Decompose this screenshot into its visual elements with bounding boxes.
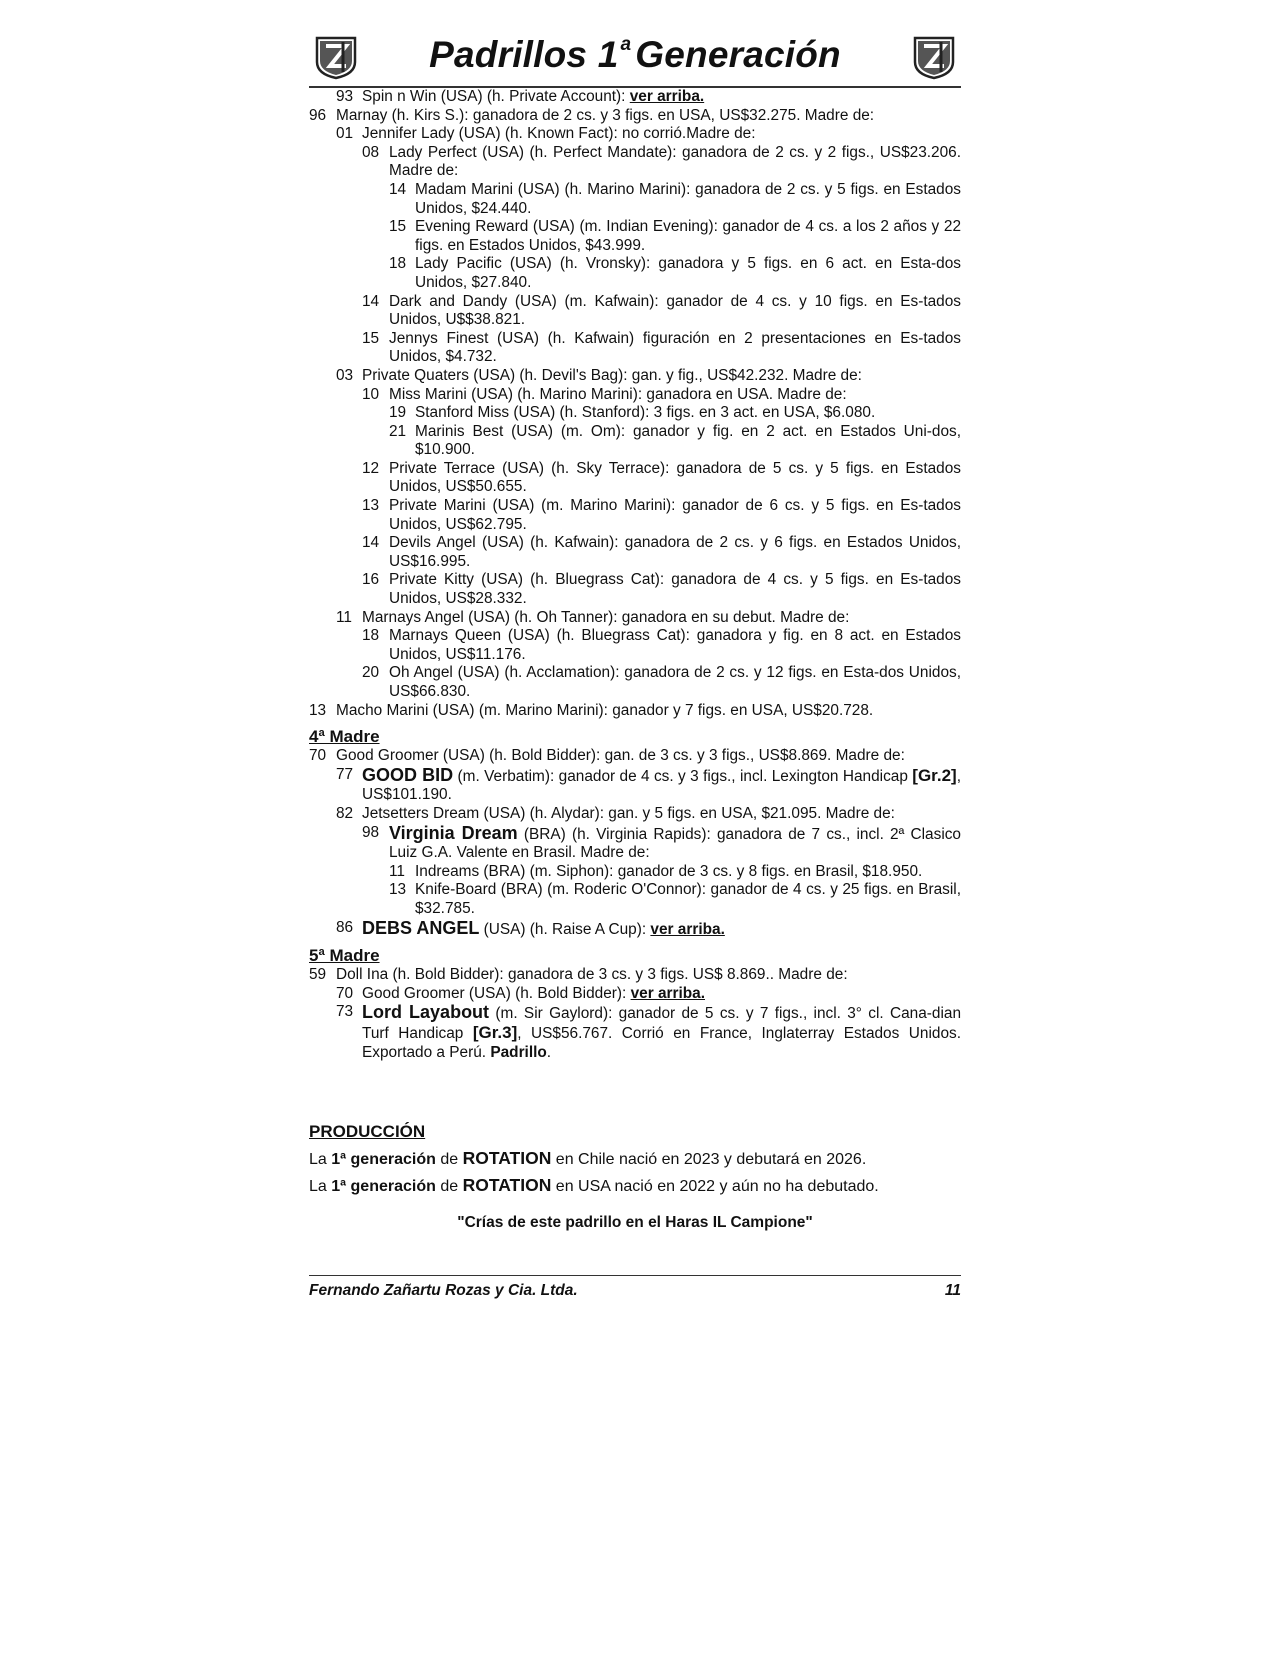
pedigree-entry: 20 Oh Angel (USA) (h. Acclamation): ganadora de 2 cs. y 12 figs. en Esta-dos Unidos, US$66.830. — [362, 664, 961, 700]
pedigree-entry: 21 Marinis Best (USA) (m. Om): ganador y fig. en 2 act. en Estados Uni-dos, $10.900. — [389, 422, 961, 459]
pedigree-entry: 93 Spin n Win (USA) (h. Private Account): ver arriba. — [336, 88, 705, 105]
pedigree-entry: 16 Private Kitty (USA) (h. Bluegrass Cat): ganadora de 4 cs. y 5 figs. en Es-tados Unidos, US$28.332. — [362, 571, 961, 608]
pedigree-entry: 13 Macho Marini (USA) (m. Marino Marini): ganador y 7 figs. en USA, US$20.728. — [309, 701, 874, 719]
zh-shield-logo — [911, 34, 957, 80]
pedigree-entry: 82 Jetsetters Dream (USA) (h. Alydar): gan. y 5 figs. en USA, $21.095. Madre de: — [336, 804, 895, 822]
pedigree-entry: 70 Good Groomer (USA) (h. Bold Bidder): ver arriba. — [336, 984, 706, 1002]
crias-caption: "Crías de este padrillo en el Haras IL Campione" — [457, 1214, 813, 1231]
page-number: 11 — [944, 1282, 961, 1299]
pedigree-entry: 98 Virginia Dream (BRA) (h. Virginia Rapids): ganadora de 7 cs., incl. 2ª Clasico Luiz G.A. Valente en Brasil. Madre de: — [362, 822, 961, 862]
pedigree-entry: 10 Miss Marini (USA) (h. Marino Marini): ganadora en USA. Madre de: — [362, 385, 847, 403]
section-heading-5a-madre: 5ª Madre — [309, 946, 380, 966]
produccion-heading: PRODUCCIÓN — [309, 1122, 426, 1141]
pedigree-entry: 03 Private Quaters (USA) (h. Devil's Bag): gan. y fig., US$42.232. Madre de: — [336, 366, 862, 384]
page-header — [309, 30, 961, 84]
pedigree-entry: 15 Jennys Finest (USA) (h. Kafwain) figuración en 2 presentaciones en Es-tados Unidos, $4.732. — [362, 329, 961, 366]
produccion-line: La 1ª generación de ROTATION en Chile nació en 2023 y debutará en 2026. — [309, 1148, 867, 1168]
pedigree-entry: 18 Lady Pacific (USA) (h. Vronsky): ganadora y 5 figs. en 6 act. en Esta-dos Unidos, $27.840. — [389, 255, 961, 291]
pedigree-entry: 86 DEBS ANGEL (USA) (h. Raise A Cup): ver arriba. — [336, 917, 725, 938]
pedigree-entry: 13 Private Marini (USA) (m. Marino Marini): ganador de 6 cs. y 5 figs. en Es-tados Unidos, US$62.795. — [362, 497, 961, 533]
ver-arriba-ref: ver arriba. — [650, 920, 725, 938]
pedigree-entry: 14 Dark and Dandy (USA) (m. Kafwain): ganador de 4 cs. y 10 figs. en Es-tados Unidos, U$$38.821. — [362, 292, 961, 329]
pedigree-entry: 11 Indreams (BRA) (m. Siphon): ganador de 3 cs. y 8 figs. en Brasil, $18.950. — [389, 862, 923, 880]
pedigree-entry: 59 Doll Ina (h. Bold Bidder): ganadora de 3 cs. y 3 figs. US$ 8.869.. Madre de: — [309, 966, 848, 984]
pedigree-entry: 13 Knife-Board (BRA) (m. Roderic O'Connor): ganador de 4 cs. y 25 figs. en Brasil, $32.785. — [389, 881, 961, 917]
pedigree-entry: 11 Marnays Angel (USA) (h. Oh Tanner): ganadora en su debut. Madre de: — [336, 608, 850, 626]
pedigree-entries — [309, 88, 961, 1062]
pedigree-entry: 96 Marnay (h. Kirs S.): ganadora de 2 cs. y 3 figs. en USA, US$32.275. Madre de: — [309, 106, 875, 124]
footer-rule — [309, 1275, 961, 1276]
pedigree-entry: 15 Evening Reward (USA) (m. Indian Evening): ganador de 4 cs. a los 2 años y 22 figs. en Estados Unidos, $43.999. — [389, 218, 961, 254]
ver-arriba-ref: ver arriba. — [629, 88, 705, 105]
pedigree-entry: 08 Lady Perfect (USA) (h. Perfect Mandate): ganadora de 2 cs. y 2 figs., US$23.206. Madre de: — [362, 143, 961, 180]
page-title: Padrillos 1 $^a$ Generación — [429, 33, 841, 75]
pedigree-entry: 19 Stanford Miss (USA) (h. Stanford): 3 figs. en 3 act. en USA, $6.080. — [389, 404, 876, 422]
ver-arriba-ref: ver arriba. — [630, 984, 706, 1002]
pedigree-entry: 73 Lord Layabout (m. Sir Gaylord): ganador de 5 cs. y 7 figs., incl. 3° cl. Cana-dian Turf Handicap [Gr.3], US$56.767. Corrió en France, Inglaterray Estados Unidos. Exportado a Perú. Padrillo. — [336, 1002, 962, 1061]
pedigree-entry: 12 Private Terrace (USA) (h. Sky Terrace): ganadora de 5 cs. y 5 figs. en Estados Unidos, US$50.655. — [362, 459, 961, 496]
pedigree-entry: 70 Good Groomer (USA) (h. Bold Bidder): gan. de 3 cs. y 3 figs., US$8.869. Madre de: — [309, 747, 905, 765]
pedigree-entry: 01 Jennifer Lady (USA) (h. Known Fact): no corrió.Madre de: — [336, 125, 756, 143]
produccion-line: La 1ª generación de ROTATION en USA nació en 2022 y aún no ha debutado. — [309, 1175, 879, 1195]
pedigree-entry: 14 Devils Angel (USA) (h. Kafwain): ganadora de 2 cs. y 6 figs. en Estados Unidos, US$16.995. — [362, 534, 961, 570]
footer-company: Fernando Zañartu Rozas y Cia. Ltda. — [309, 1282, 578, 1299]
pedigree-entry: 14 Madam Marini (USA) (h. Marino Marini): ganadora de 2 cs. y 5 figs. en Estados Unidos, $24.440. — [389, 180, 961, 217]
pedigree-entry: 77 GOOD BID (m. Verbatim): ganador de 4 cs. y 3 figs., incl. Lexington Handicap [Gr.2], US$101.190. — [336, 764, 961, 804]
pedigree-entry: 18 Marnays Queen (USA) (h. Bluegrass Cat): ganadora y fig. en 8 act. en Estados Unidos, US$11.176. — [362, 627, 961, 663]
document-page — [309, 30, 962, 1299]
section-heading-4a-madre: 4ª Madre — [309, 727, 380, 747]
